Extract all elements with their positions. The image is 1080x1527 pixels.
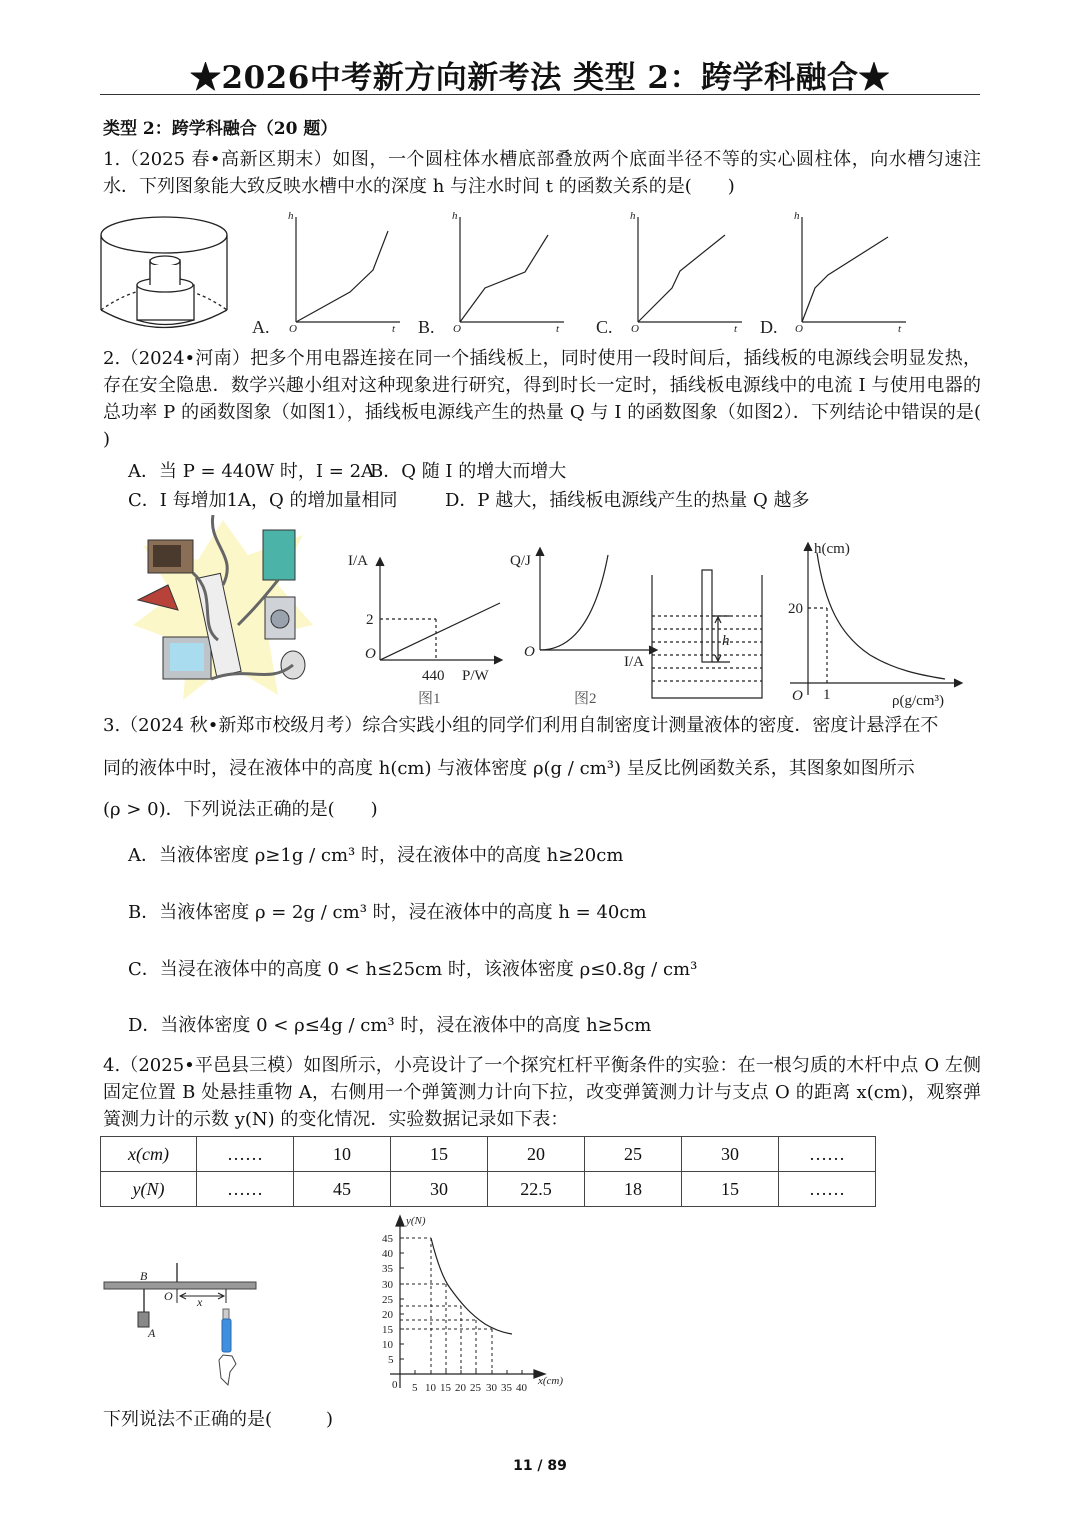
svg-text:35: 35 <box>501 1382 512 1394</box>
svg-text:h: h <box>722 633 730 649</box>
table-header-x: x(cm) <box>101 1137 197 1172</box>
question-2-option-c: C．I 每增加1A，Q 的增加量相同 <box>128 490 398 511</box>
svg-text:15: 15 <box>382 1324 393 1336</box>
table-cell: 20 <box>488 1137 585 1172</box>
svg-text:O: O <box>453 323 461 335</box>
svg-text:O: O <box>524 644 535 660</box>
question-4-tail: 下列说法不正确的是( ) <box>103 1409 334 1430</box>
force-distance-chart <box>370 1210 590 1400</box>
section-heading: 类型 2：跨学科融合（20 题） <box>103 119 338 139</box>
svg-text:t: t <box>392 323 396 335</box>
page-number: 11 / 89 <box>513 1458 567 1474</box>
table-cell: 45 <box>294 1172 391 1207</box>
svg-text:2: 2 <box>366 612 374 628</box>
svg-text:h: h <box>288 210 294 222</box>
question-2-option-a: A．当 P = 440W 时，I = 2A <box>128 461 375 482</box>
table-cell: …… <box>197 1137 294 1172</box>
svg-text:O: O <box>289 323 297 335</box>
svg-text:40: 40 <box>382 1248 393 1260</box>
lever-diagram <box>100 1260 260 1390</box>
svg-text:30: 30 <box>382 1279 393 1291</box>
title-divider <box>100 94 980 95</box>
svg-text:O: O <box>164 1289 173 1303</box>
question-3-line-1: 3.（2024 秋•新郑市校级月考）综合实践小组的同学们利用自制密度计测量液体的密度．密度计悬浮在不 <box>103 715 939 736</box>
svg-text:20: 20 <box>382 1309 393 1321</box>
density-height-chart <box>780 535 970 710</box>
question-4-table <box>100 1136 876 1207</box>
cylinder-tank-icon <box>101 217 227 328</box>
table-cell: 22.5 <box>488 1172 585 1207</box>
svg-text:P/W: P/W <box>462 668 489 684</box>
svg-text:O: O <box>631 323 639 335</box>
table-row-x <box>101 1137 876 1172</box>
table-cell: …… <box>197 1172 294 1207</box>
question-2-option-b: B．Q 随 I 的增大而增大 <box>370 461 567 482</box>
svg-text:Q/J: Q/J <box>510 553 531 569</box>
svg-text:D.: D. <box>760 317 778 337</box>
question-3-line-3: (ρ > 0)．下列说法正确的是( ) <box>103 799 378 820</box>
question-2-option-d: D．P 越大，插线板电源线产生的热量 Q 越多 <box>445 490 810 511</box>
question-3-line-2: 同的液体中时，浸在液体中的高度 h(cm) 与液体密度 ρ(g / cm³) 呈反比例函数关系，其图象如图所示 <box>103 758 915 779</box>
svg-text:ρ(g/cm³): ρ(g/cm³) <box>892 693 944 709</box>
question-3-option-b: B．当液体密度 ρ = 2g / cm³ 时，浸在液体中的高度 h = 40cm <box>128 902 647 923</box>
svg-text:20: 20 <box>455 1382 466 1394</box>
svg-text:25: 25 <box>470 1382 481 1394</box>
figure-1-chart <box>340 540 510 710</box>
table-header-y: y(N) <box>101 1172 197 1207</box>
svg-text:x: x <box>197 1295 203 1309</box>
svg-text:t: t <box>898 323 902 335</box>
question-2-text: 2.（2024•河南）把多个用电器连接在同一个插线板上，同时使用一段时间后，插线板的电源线会明显发热，存在安全隐患．数学兴趣小组对这种现象进行研究，得到时长一定时，插线板电源线中的电流 I 与使用电器的总功率 P 的函数图象（如图1），插线板电源线产生的热量 Q 与 I 的函数图象（如图2）．下列结论中错误的是( ) <box>103 348 981 450</box>
table-cell: 18 <box>585 1172 682 1207</box>
svg-text:B.: B. <box>418 317 435 337</box>
svg-text:5: 5 <box>388 1354 394 1366</box>
svg-text:5: 5 <box>412 1382 418 1394</box>
svg-text:图1: 图1 <box>418 691 441 707</box>
svg-text:t: t <box>734 323 738 335</box>
svg-text:45: 45 <box>382 1233 393 1245</box>
question-4-text: 4.（2025•平邑县三模）如图所示，小亮设计了一个探究杠杆平衡条件的实验：在一根匀质的木杆中点 O 左侧固定位置 B 处悬挂重物 A，右侧用一个弹簧测力计向下拉，改变弹簧测力计与支点 O 的距离 x(cm)，观察弹簧测力计的示数 y(N) 的变化情况．实验数据记录如下表： <box>103 1055 981 1130</box>
svg-text:15: 15 <box>440 1382 451 1394</box>
svg-text:B: B <box>140 1269 148 1283</box>
svg-text:40: 40 <box>516 1382 527 1394</box>
svg-text:x(cm): x(cm) <box>538 1375 564 1387</box>
svg-text:A: A <box>148 1326 156 1340</box>
table-cell: 25 <box>585 1137 682 1172</box>
svg-text:35: 35 <box>382 1263 393 1275</box>
table-cell: 15 <box>391 1137 488 1172</box>
page-title: ★2026中考新方向新考法 类型 2：跨学科融合★ <box>190 60 890 96</box>
svg-text:0: 0 <box>392 1379 398 1391</box>
table-cell: 30 <box>391 1172 488 1207</box>
appliances-illustration <box>128 515 318 705</box>
svg-text:440: 440 <box>422 668 445 684</box>
question-1-figures <box>100 205 980 340</box>
svg-text:10: 10 <box>382 1339 393 1351</box>
svg-text:O: O <box>795 323 803 335</box>
question-1-diagram <box>100 205 980 340</box>
svg-text:I/A: I/A <box>624 654 644 670</box>
svg-text:25: 25 <box>382 1294 393 1306</box>
svg-text:h(cm): h(cm) <box>814 541 850 557</box>
svg-text:O: O <box>365 646 376 662</box>
svg-text:h: h <box>452 210 458 222</box>
figure-2-chart <box>510 540 660 710</box>
svg-text:图2: 图2 <box>574 691 597 707</box>
svg-text:10: 10 <box>425 1382 436 1394</box>
svg-text:h: h <box>794 210 800 222</box>
svg-text:30: 30 <box>486 1382 497 1394</box>
svg-text:t: t <box>556 323 560 335</box>
svg-text:h: h <box>630 210 636 222</box>
svg-text:1: 1 <box>823 687 831 703</box>
density-meter-diagram <box>650 565 765 705</box>
table-cell: 30 <box>682 1137 779 1172</box>
svg-text:I/A: I/A <box>348 553 368 569</box>
svg-text:C.: C. <box>596 317 613 337</box>
question-1-text: 1.（2025 春•高新区期末）如图，一个圆柱体水槽底部叠放两个底面半径不等的实心圆柱体，向水槽匀速注水．下列图象能大致反映水槽中水的深度 h 与注水时间 t 的函数关系的是( ) <box>103 149 981 197</box>
question-3-option-d: D．当液体密度 0 < ρ≤4g / cm³ 时，浸在液体中的高度 h≥5cm <box>128 1015 652 1036</box>
svg-text:A.: A. <box>252 317 270 337</box>
table-cell: …… <box>779 1137 876 1172</box>
table-cell: 15 <box>682 1172 779 1207</box>
question-3-option-a: A．当液体密度 ρ≥1g / cm³ 时，浸在液体中的高度 h≥20cm <box>128 845 624 866</box>
table-row-y <box>101 1172 876 1207</box>
table-cell: 10 <box>294 1137 391 1172</box>
table-cell: …… <box>779 1172 876 1207</box>
svg-text:O: O <box>792 688 803 704</box>
svg-text:y(N): y(N) <box>406 1215 426 1227</box>
question-3-option-c: C．当浸在液体中的高度 0 < h≤25cm 时，该液体密度 ρ≤0.8g / cm³ <box>128 959 698 980</box>
svg-text:20: 20 <box>788 601 803 617</box>
